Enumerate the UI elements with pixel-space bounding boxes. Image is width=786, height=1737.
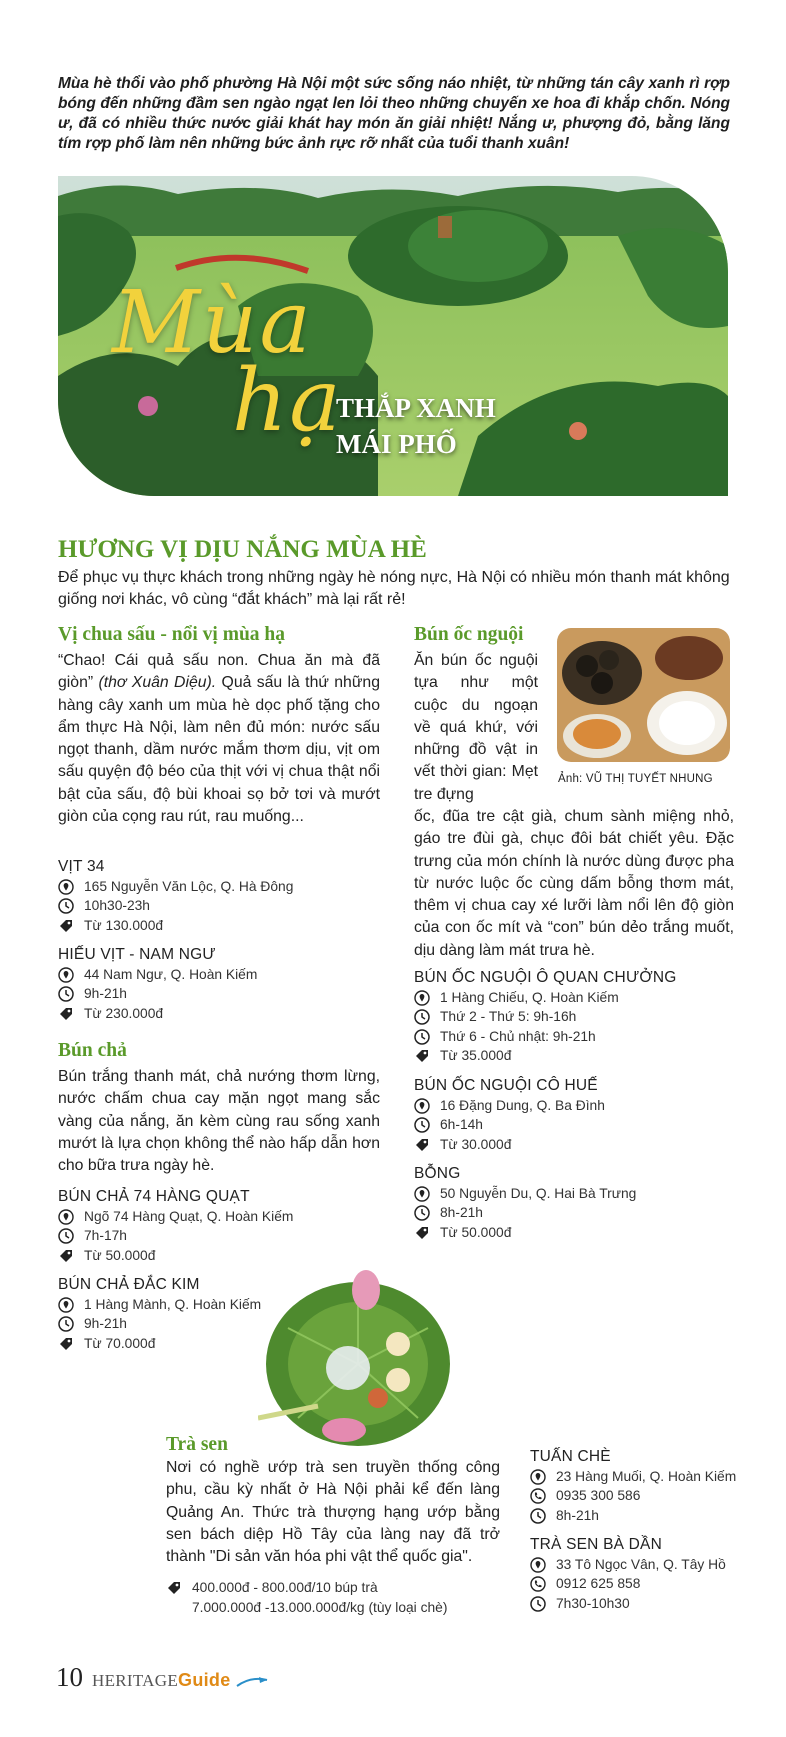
address-row (58, 1207, 378, 1227)
venue-name: TRÀ SEN BÀ DẦN (530, 1536, 662, 1553)
hero-script-title (112, 273, 343, 451)
price-row (414, 1047, 734, 1067)
location-pin-icon (58, 1297, 74, 1313)
brand-guide: Guide (178, 1670, 231, 1690)
venue-price: Từ 230.000đ (84, 1005, 164, 1021)
venue-vit-34 (58, 857, 378, 936)
airplane-icon (235, 1674, 269, 1690)
brand-heritage: HERITAGE (92, 1671, 179, 1690)
hero-image (58, 176, 728, 496)
address-row (58, 877, 378, 897)
venue-hieu-vit (58, 945, 378, 1024)
venue-name: BÚN ỐC NGUỘI Ô QUAN CHƯỞNG (414, 969, 677, 986)
venue-name: VỊT 34 (58, 858, 105, 875)
venue-hours: 7h-17h (84, 1228, 127, 1244)
venue-name: BÚN ỐC NGUỘI CÔ HUẾ (414, 1077, 598, 1094)
venue-phone: 0935 300 586 (556, 1488, 641, 1504)
venue-name: BÚN CHẢ 74 HÀNG QUẠT (58, 1188, 250, 1205)
venue-co-hue (414, 1076, 734, 1155)
clock-icon (414, 1029, 430, 1045)
hero-script-line1: Mùa (112, 273, 313, 373)
brand-logo (92, 1670, 269, 1691)
trasen-price (166, 1578, 506, 1617)
venue-name: BỖNG (414, 1165, 461, 1182)
venue-name: HIẾU VỊT - NAM NGƯ (58, 946, 216, 963)
hero-title-line2: MÁI PHỐ (336, 429, 457, 459)
sau-body: Quả sấu là thứ những hàng cây xanh um mùa hè dọc phố tặng cho ẩm thực Hà Nội, làm nên đủ món: nước sấu ngọt thanh, dầm nước mắm thơm dịu, vịt om sấu quyện độ béo của thịt với vị chua thật nổi bật của sấu, độ bùi khoai sọ bở tơi và mướt giòn của cọng rau rút, rau muống... (58, 674, 380, 826)
venue-address: 50 Nguyễn Du, Q. Hai Bà Trưng (440, 1185, 637, 1201)
clock-icon (414, 1117, 430, 1133)
buncha-paragraph: Bún trắng thanh mát, chả nướng thơm lừng, nước chấm chua cay mặn ngọt mang sắc vàng của nắng, ăn kèm cùng rau sống xanh mướt là lựa chọn không thể nào hấp dẫn hơn cho bữa trưa ngày hè. (58, 1068, 380, 1175)
address-row (414, 1184, 734, 1204)
venue-hours: Thứ 2 - Thứ 5: 9h-16h (440, 1009, 577, 1025)
clock-icon (530, 1596, 546, 1612)
phone-row (530, 1487, 740, 1507)
price-row (58, 916, 378, 936)
price-row-2 (166, 1598, 506, 1618)
venue-tuan-che (530, 1447, 740, 1526)
hours-row (530, 1594, 740, 1614)
hours-row (58, 1227, 378, 1247)
venue-tra-sen-ba-dan (530, 1535, 740, 1614)
sau-heading: Vị chua sấu - nổi vị mùa hạ (58, 624, 286, 645)
venue-hours: 10h30-23h (84, 898, 150, 914)
lotus-tea-photo (258, 1268, 458, 1452)
price-tag-icon (58, 1006, 74, 1022)
phone-icon (530, 1488, 546, 1504)
venue-address: 44 Nam Ngư, Q. Hoàn Kiếm (84, 966, 258, 982)
clock-icon (58, 898, 74, 914)
price-tag-icon (414, 1225, 430, 1241)
clock-icon (414, 1009, 430, 1025)
page-number: 10 (56, 1662, 83, 1692)
clock-icon (58, 1316, 74, 1332)
hours-row (58, 897, 378, 917)
bun-oc-photo (557, 628, 730, 762)
hero-title (336, 390, 496, 462)
clock-icon (530, 1508, 546, 1524)
location-pin-icon (530, 1557, 546, 1573)
venue-address: 16 Đặng Dung, Q. Ba Đình (440, 1097, 605, 1113)
venue-price: Từ 30.000đ (440, 1136, 512, 1152)
venue-address: 33 Tô Ngọc Vân, Q. Tây Hồ (556, 1556, 726, 1572)
buncha-heading: Bún chả (58, 1040, 127, 1061)
sau-paragraph (58, 650, 380, 828)
sau-quote: “Chao! Cái quả sấu non. Chua ăn mà đã giòn” (58, 652, 380, 692)
location-pin-icon (414, 1098, 430, 1114)
price-tag-icon (414, 1048, 430, 1064)
hours-row (414, 1204, 734, 1224)
venue-hours: 6h-14h (440, 1117, 483, 1133)
venue-hours: 8h-21h (556, 1507, 599, 1523)
location-pin-icon (58, 1209, 74, 1225)
venue-price: Từ 50.000đ (84, 1247, 156, 1263)
price-row (58, 1246, 378, 1266)
venue-hours: 8h-21h (440, 1205, 483, 1221)
venue-address: 1 Hàng Mành, Q. Hoàn Kiếm (84, 1296, 262, 1312)
venue-hours: Thứ 6 - Chủ nhật: 9h-21h (440, 1028, 596, 1044)
hours-row (530, 1506, 740, 1526)
hours-row (58, 985, 378, 1005)
venue-hours: 9h-21h (84, 1316, 127, 1332)
price-tag-icon (58, 918, 74, 934)
clock-icon (58, 1228, 74, 1244)
price-tag-icon (58, 1336, 74, 1352)
venue-address: 1 Hàng Chiếu, Q. Hoàn Kiếm (440, 989, 619, 1005)
bunoc-paragraph-narrow: Ăn bún ốc nguội tựa như một cuộc du ngoạn về quá khứ, với những đồ vật in vết thời gian: Mẹt tre đựng (414, 652, 538, 803)
phone-row (530, 1575, 740, 1595)
price-row (414, 1135, 734, 1155)
venue-name: BÚN CHẢ ĐẮC KIM (58, 1276, 200, 1293)
venue-address: 165 Nguyễn Văn Lộc, Q. Hà Đông (84, 878, 294, 894)
price-row (414, 1223, 734, 1243)
bunoc-heading: Bún ốc nguội (414, 624, 524, 645)
venue-price: Từ 130.000đ (84, 917, 164, 933)
location-pin-icon (414, 1186, 430, 1202)
bunoc-paragraph-wide: ốc, đũa tre cật già, chum sành miệng nhỏ, gáo tre đùi gà, chục đôi bát chiết yêu. Đặc trưng của món chính là nước dùng được pha từ nước luộc ốc cùng dấm bỗng thơm mát, thêm vị chua cay xé lưỡi làm nổi lên độ giòn của con ốc mít và “con” bún dẻo trắng muốt, dịu dàng làm mát trưa hè. (414, 808, 734, 959)
address-row (530, 1467, 740, 1487)
intro-paragraph: Mùa hè thổi vào phố phường Hà Nội một sức sống náo nhiệt, từ những tán cây xanh rì rợp bóng đến những đầm sen ngào ngạt len lỏi theo những chuyến xe hoa đi khắp chốn. Nóng ư, đã có nhiều thức nước giải khát hay món ăn giải nhiệt! Nắng ư, phượng đỏ, bằng lăng tím rợp phố làm nên những bức ảnh rực rỡ nhất của tuổi thanh xuân! (58, 75, 730, 152)
address-row (58, 965, 378, 985)
hours-row (414, 1116, 734, 1136)
section-title: HƯƠNG VỊ DỊU NẮNG MÙA HÈ (58, 536, 427, 563)
venue-hours: 9h-21h (84, 986, 127, 1002)
clock-icon (414, 1205, 430, 1221)
location-pin-icon (58, 879, 74, 895)
price-line-1: 400.000đ - 800.00đ/10 búp trà (192, 1580, 378, 1596)
venue-phone: 0912 625 858 (556, 1576, 641, 1592)
venue-price: Từ 70.000đ (84, 1335, 156, 1351)
venue-price: Từ 50.000đ (440, 1224, 512, 1240)
location-pin-icon (530, 1469, 546, 1485)
venue-name: TUẤN CHÈ (530, 1448, 611, 1465)
venue-price: Từ 35.000đ (440, 1048, 512, 1064)
venue-address: Ngõ 74 Hàng Quạt, Q. Hoàn Kiếm (84, 1208, 294, 1224)
price-tag-icon (166, 1580, 182, 1596)
venue-bong (414, 1164, 734, 1243)
venue-hours: 7h30-10h30 (556, 1595, 630, 1611)
trasen-heading: Trà sen (166, 1434, 228, 1455)
price-tag-icon (58, 1248, 74, 1264)
trasen-paragraph: Nơi có nghề ướp trà sen truyền thống công phu, cầu kỳ nhất ở Hà Nội phải kể đến làng Quảng An. Thức trà thượng hạng ướp bằng sen bách diệp Hồ Tây của làng nay đã trở thành "Di sản văn hóa phi vật thể quốc gia". (166, 1459, 500, 1566)
location-pin-icon (414, 990, 430, 1006)
section-description: Để phục vụ thực khách trong những ngày hè nóng nực, Hà Nội có nhiều món thanh mát không giống nơi khác, vô cùng “đắt khách” mà lại rất rẻ! (58, 569, 730, 608)
address-row (414, 1096, 734, 1116)
hours-row (414, 1027, 734, 1047)
hero-title-line1: THẮP XANH (336, 393, 496, 423)
price-row (58, 1004, 378, 1024)
address-row (530, 1555, 740, 1575)
photo-credit: Ảnh: VŨ THỊ TUYẾT NHUNG (558, 773, 713, 785)
venue-address: 23 Hàng Muối, Q. Hoàn Kiếm (556, 1468, 737, 1484)
price-row (166, 1578, 506, 1598)
phone-icon (530, 1576, 546, 1592)
price-line-2: 7.000.000đ -13.000.000đ/kg (tùy loại chè) (192, 1599, 448, 1615)
address-row (414, 988, 734, 1008)
venue-bun-cha-74 (58, 1187, 378, 1266)
clock-icon (58, 986, 74, 1002)
hours-row (414, 1008, 734, 1028)
venue-o-quan-chuong (414, 968, 734, 1066)
location-pin-icon (58, 967, 74, 983)
price-tag-icon (414, 1137, 430, 1153)
hero-script-line2: hạ (232, 351, 343, 451)
sau-quote-source: (thơ Xuân Diệu). (98, 674, 217, 692)
